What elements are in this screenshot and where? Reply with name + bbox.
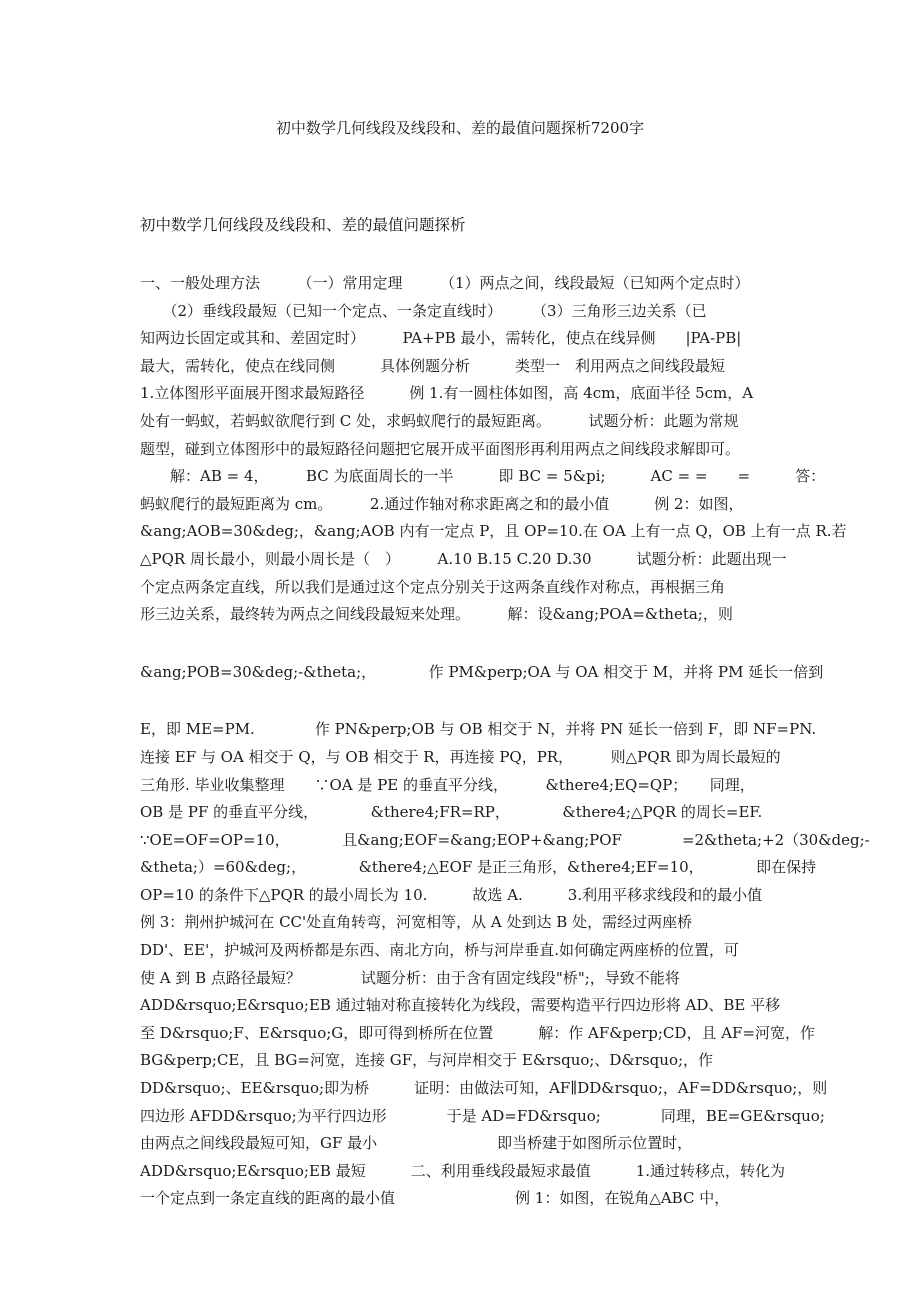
text-line: DD'、EE'，护城河及两桥都是东西、南北方向，桥与河岸垂直.如何确定两座桥的位置，可 — [140, 941, 739, 960]
text-line: 1.立体图形平面展开图求最短路径 例 1.有一圆柱体如图，高 4cm，底面半径 5cm，A — [140, 384, 754, 403]
text-line: ADD&rsquo;E&rsquo;EB 最短 二、利用垂线段最短求最值 1.通过转移点，转化为 — [140, 1161, 786, 1180]
text-line: 一、一般处理方法 （一）常用定理 （1）两点之间，线段最短（已知两个定点时） — [140, 274, 750, 292]
text-line: 题型，碰到立体图形中的最短路径问题把它展开成平面图形再利用两点之间线段求解即可。 — [140, 439, 741, 458]
text-line: ∵OE=OF=OP=10， 且&ang;EOF=&ang;EOP+&ang;POF =2&theta;+2（30&deg;- — [140, 830, 870, 849]
text-line: 个定点两条定直线，所以我们是通过这个定点分别关于这两条直线作对称点，再根据三角 — [140, 577, 726, 596]
text-line: 形三边关系，最终转为两点之间线段最短来处理。 解：设&ang;POA=&theta;，则 — [140, 605, 733, 624]
text-line: 四边形 AFDD&rsquo;为平行四边形 于是 AD=FD&rsquo; 同理，BE=GE&rsquo; — [140, 1106, 825, 1125]
text-line: &theta;）=60&deg;， &there4;△EOF 是正三角形，&there4;EF=10， 即在保持 — [140, 858, 817, 877]
article-heading: 初中数学几何线段及线段和、差的最值问题探析 — [140, 216, 466, 234]
text-line: 处有一蚂蚁，若蚂蚁欲爬行到 C 处，求蚂蚁爬行的最短距离。 试题分析：此题为常规 — [140, 411, 739, 430]
text-line: 蚂蚁爬行的最短距离为 cm。 2.通过作轴对称求距离之和的最小值 例 2：如图， — [140, 494, 744, 513]
text-line: E，即 ME=PM. 作 PN&perp;OB 与 OB 相交于 N，并将 PN 延长一倍到 F，即 NF=PN. — [140, 720, 817, 739]
text-line: 三角形. 毕业收集整理 ∵OA 是 PE 的垂直平分线， &there4;EQ=QP； 同理， — [140, 775, 755, 794]
text-line: OB 是 PF 的垂直平分线， &there4;FR=RP， &there4;△PQR 的周长=EF. — [140, 803, 763, 822]
text-line: OP=10 的条件下△PQR 的最小周长为 10. 故选 A. 3.利用平移求线段和的最小值 — [140, 885, 763, 904]
text-line: BG&perp;CE，且 BG=河宽，连接 GF，与河岸相交于 E&rsquo;、D&rsquo;，作 — [140, 1051, 714, 1070]
document-title: 初中数学几何线段及线段和、差的最值问题探析7200字 — [275, 119, 645, 137]
text-line: 一个定点到一条定直线的距离的最小值 例 1：如图，在锐角△ABC 中， — [140, 1189, 730, 1208]
text-line: 解：AB = 4， BC 为底面周长的一半 即 BC = 5&pi; AC = = = 答： — [140, 467, 826, 486]
text-line: 知两边长固定或其和、差固定时） PA+PB 最小，需转化，使点在线异侧 |PA-PB| — [140, 329, 742, 348]
text-line: DD&rsquo;、EE&rsquo;即为桥 证明：由做法可知，AF∥DD&rsquo;，AF=DD&rsquo;，则 — [140, 1079, 828, 1098]
text-line: △PQR 周长最小，则最小周长是（ ） A.10 B.15 C.20 D.30 试题分析：此题出现一 — [140, 549, 787, 568]
text-line: 至 D&rsquo;F、E&rsquo;G，即可得到桥所在位置 解：作 AF&perp;CD，且 AF=河宽，作 — [140, 1023, 816, 1042]
text-line: ADD&rsquo;E&rsquo;EB 通过轴对称直接转化为线段，需要构造平行四边形将 AD、BE 平移 — [140, 996, 781, 1015]
text-line: （2）垂线段最短（已知一个定点、一条定直线时） （3）三角形三边关系（已 — [140, 301, 707, 320]
text-line: 例 3：荆州护城河在 CC'处直角转弯，河宽相等，从 A 处到达 B 处，需经过两座桥 — [140, 913, 693, 932]
text-line: 使 A 到 B 点路径最短？ 试题分析：由于含有固定线段"桥";，导致不能将 — [140, 968, 680, 987]
article-body — [140, 270, 870, 1213]
text-line: &ang;POB=30&deg;-&theta;， 作 PM&perp;OA 与 OA 相交于 M，并将 PM 延长一倍到 — [140, 662, 824, 681]
text-line: 连接 EF 与 OA 相交于 Q，与 OB 相交于 R，再连接 PQ，PR， 则△PQR 即为周长最短的 — [140, 747, 781, 766]
text-line: &ang;AOB=30&deg;，&ang;AOB 内有一定点 P，且 OP=10.在 OA 上有一点 Q，OB 上有一点 R.若 — [140, 522, 847, 541]
text-line: 最大，需转化，使点在线同侧 具体例题分析 类型一 利用两点之间线段最短 — [140, 356, 726, 375]
text-line: 由两点之间线段最短可知，GF 最小 即当桥建于如图所示位置时， — [140, 1134, 693, 1153]
